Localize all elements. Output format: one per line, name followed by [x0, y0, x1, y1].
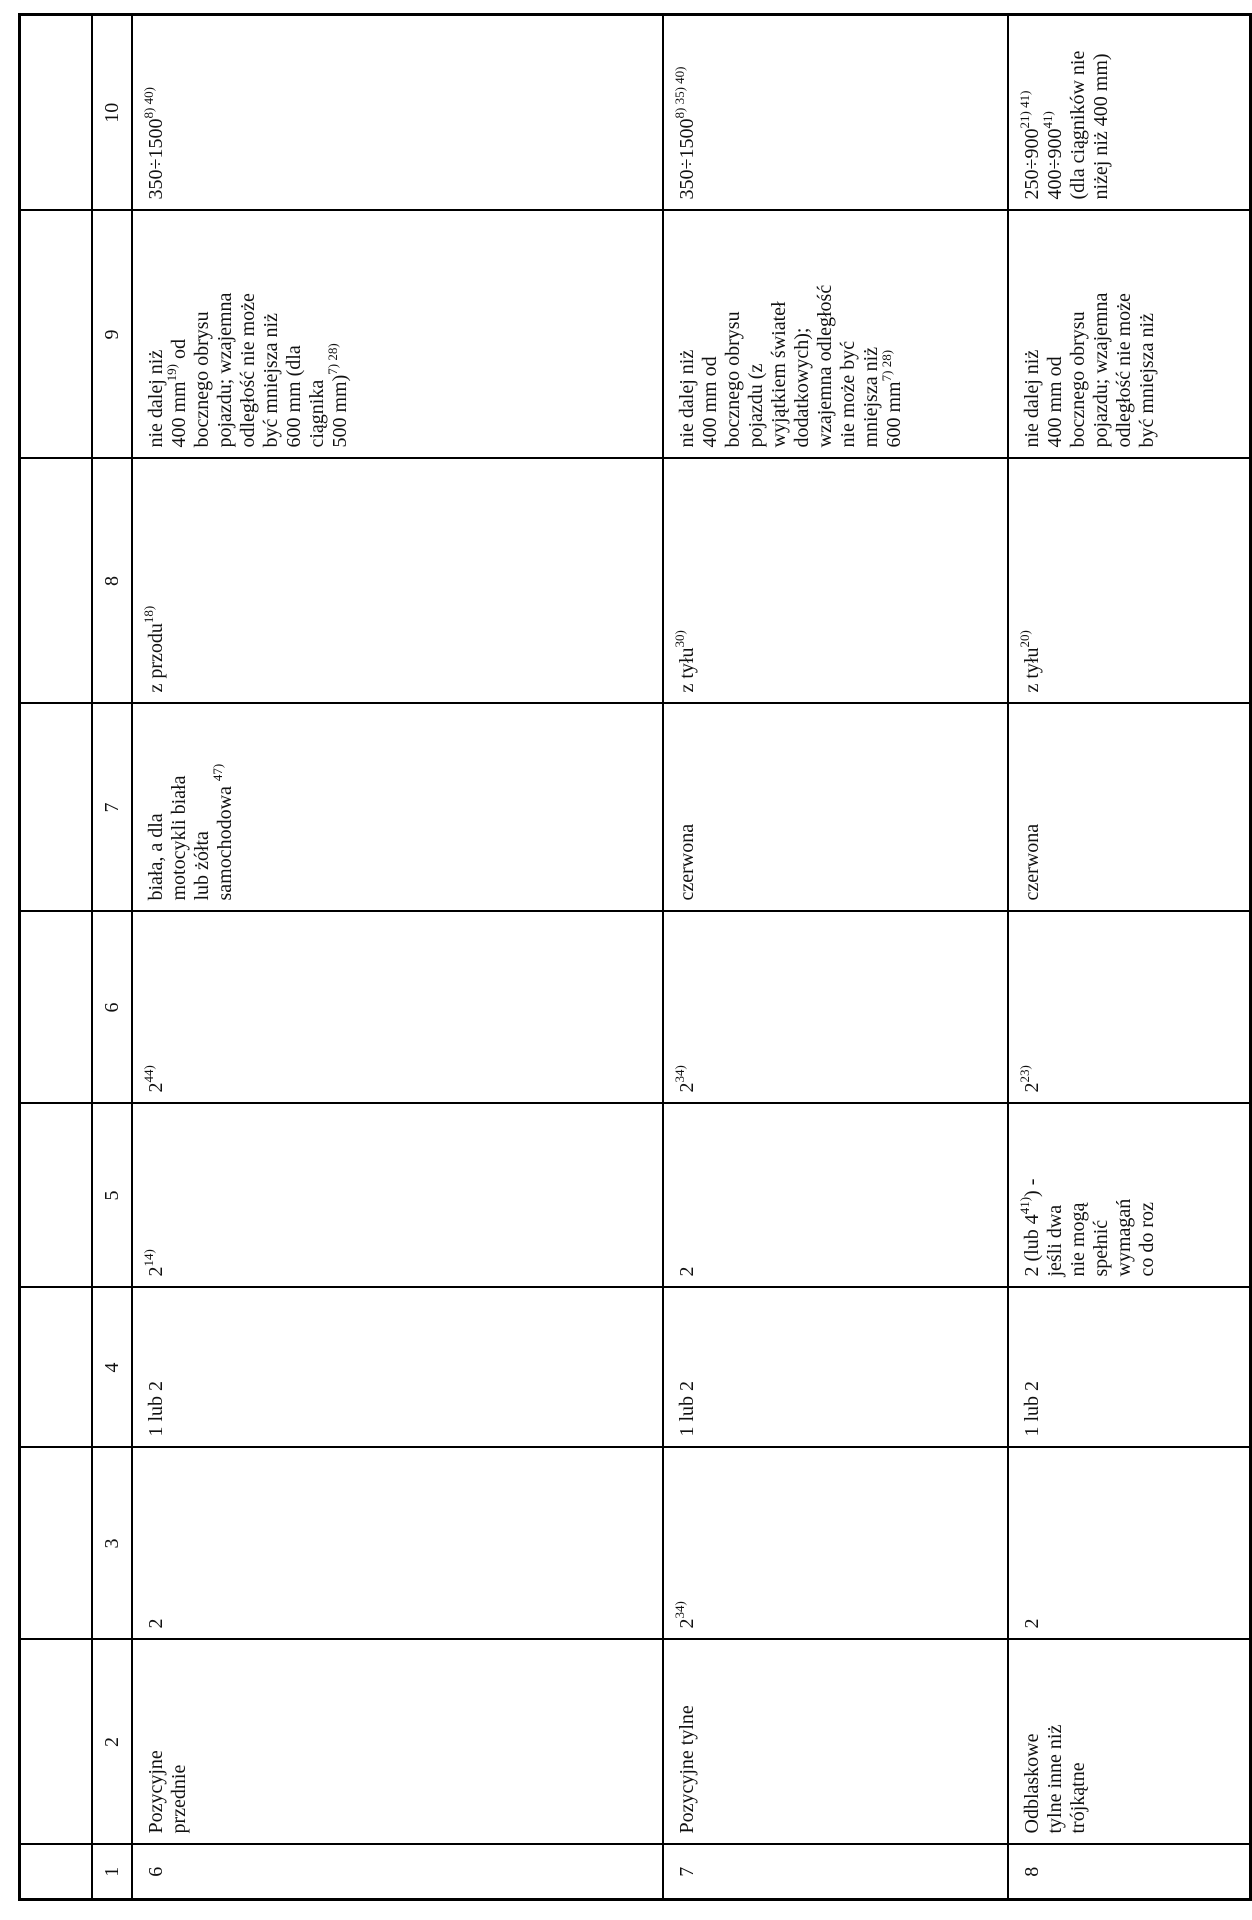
table-cell: 1 lub 2: [132, 1288, 663, 1448]
column-number-header: 8: [92, 459, 132, 704]
table-row: [132, 15, 663, 1900]
table-cell: [1008, 15, 1251, 211]
table-cell: [20, 211, 93, 459]
table-cell: [1008, 912, 1251, 1104]
cell-text: z tyłu: [676, 647, 698, 693]
cell-text: 350÷1500: [145, 118, 167, 200]
table-cell: [663, 15, 1008, 211]
column-number-header: 9: [92, 211, 132, 459]
table-cell: 2$^{34)}$: [663, 1448, 1008, 1640]
cell-text: nie dalej niż 400 mm: [145, 349, 190, 448]
table-cell: [20, 1640, 93, 1845]
footnote-ref: 7) 28): [879, 349, 894, 382]
table-cell: [663, 912, 1008, 1104]
column-number-header: 3: [92, 1448, 132, 1640]
cell-text: 2: [676, 1082, 698, 1093]
column-number-header: 5: [92, 1104, 132, 1288]
column-number-header: 4: [92, 1288, 132, 1448]
footnote-ref: 41): [1017, 1196, 1032, 1215]
cell-text: 250÷900: [1021, 128, 1043, 200]
column-number-header: 2: [92, 1640, 132, 1845]
table-cell: [20, 1288, 93, 1448]
column-number-header-row: [92, 15, 132, 1900]
cell-text: czerwona: [1021, 823, 1043, 901]
table-cell: [20, 1448, 93, 1640]
cell-text: z przodu: [145, 623, 167, 693]
cell-text: z tyłu: [1021, 647, 1043, 693]
table-cell: [20, 912, 93, 1104]
table-cell: [132, 15, 663, 211]
table-cell: [663, 704, 1008, 912]
footnote-ref: 8) 40): [141, 87, 156, 119]
footnote-ref: 23): [1017, 1065, 1032, 1083]
table-cell: [20, 1104, 93, 1288]
cell-text: (dla ciągników nie niżej niż 400 mm): [1067, 50, 1112, 200]
cell-text: czerwona: [676, 823, 698, 901]
column-number-header: 7: [92, 704, 132, 912]
table-cell: [20, 704, 93, 912]
table-cell: 2: [132, 1448, 663, 1640]
footnote-ref: 8) 35) 40): [672, 66, 687, 119]
footnote-ref: 34): [672, 1065, 687, 1083]
table-cell: [132, 211, 663, 459]
footnote-ref: 21) 41): [1017, 90, 1032, 129]
footnote-ref: 14): [141, 1249, 156, 1267]
table-cell: [1008, 459, 1251, 704]
footnote-ref: 19): [164, 364, 179, 382]
cell-text: nie dalej niż 400 mm od bocznego obrysu pojazdu; wzajemna odległość nie może być mniejsza niż: [1021, 292, 1158, 448]
table-cell: [1008, 704, 1251, 912]
table-cell: [1008, 211, 1251, 459]
table-row: [1008, 15, 1251, 1900]
table-cell: [20, 459, 93, 704]
table-row: [663, 15, 1008, 1900]
table-cell: [663, 459, 1008, 704]
cell-text: ) - jeśli dwa nie mogą spełnić wymagań co do roz: [1021, 1178, 1158, 1277]
cell-text: 2: [145, 1266, 167, 1277]
footnote-ref: 44): [141, 1065, 156, 1083]
table-cell: [132, 1104, 663, 1288]
column-number-header: 10: [92, 15, 132, 211]
table-cell: [132, 912, 663, 1104]
light-type-cell: Odblaskowe tylne inne niż trójkątne: [1008, 1640, 1251, 1845]
cell-text: 350÷1500: [676, 118, 698, 200]
table-cell: 1 lub 2: [663, 1288, 1008, 1448]
footnote-ref: 7) 28): [325, 343, 340, 375]
table-cell: [20, 15, 93, 211]
column-number-header: 6: [92, 912, 132, 1104]
table-cell: 1 lub 2: [1008, 1288, 1251, 1448]
lighting-requirements-table: [18, 13, 1252, 1901]
footnote-ref: 20): [1017, 630, 1032, 648]
light-type-cell: Pozycyjne przednie: [132, 1640, 663, 1845]
row-number: 7: [663, 1845, 1008, 1900]
table-cell: [20, 1845, 93, 1900]
column-number-header: 1: [92, 1845, 132, 1900]
table-cell: [132, 704, 663, 912]
cell-text: 2: [676, 1266, 698, 1277]
cell-text: 400÷900: [1044, 128, 1066, 200]
cell-text: nie dalej niż 400 mm od bocznego obrysu pojazdu (z wyjątkiem świateł dodatkowych); wzajemna odległość nie może być mniejsza niż 600 mm: [676, 284, 905, 448]
footnote-ref: 47): [210, 763, 225, 782]
footnote-ref: 41): [1040, 111, 1055, 129]
cell-text: od bocznego obrysu pojazdu; wzajemna odległość nie może być mniejsza niż 600 mm (dla ciągnika 500 mm): [168, 292, 351, 448]
row-number: 6: [132, 1845, 663, 1900]
cell-text: 2 (lub 4: [1021, 1214, 1043, 1277]
table-top-fragment-row: [20, 15, 93, 1900]
table-cell: [663, 211, 1008, 459]
cell-text: 2: [145, 1082, 167, 1093]
cell-text: 2: [1021, 1082, 1043, 1093]
row-number: 8: [1008, 1845, 1251, 1900]
light-type-cell: Pozycyjne tylne: [663, 1640, 1008, 1845]
table-cell: [1008, 1104, 1251, 1288]
table-cell: [663, 1104, 1008, 1288]
footnote-ref: 18): [141, 605, 156, 624]
footnote-ref: 30): [672, 630, 687, 648]
table-cell: [132, 459, 663, 704]
cell-text: biała, a dla motocykli biała lub żółta samochodowa: [145, 775, 236, 901]
table-cell: 2: [1008, 1448, 1251, 1640]
